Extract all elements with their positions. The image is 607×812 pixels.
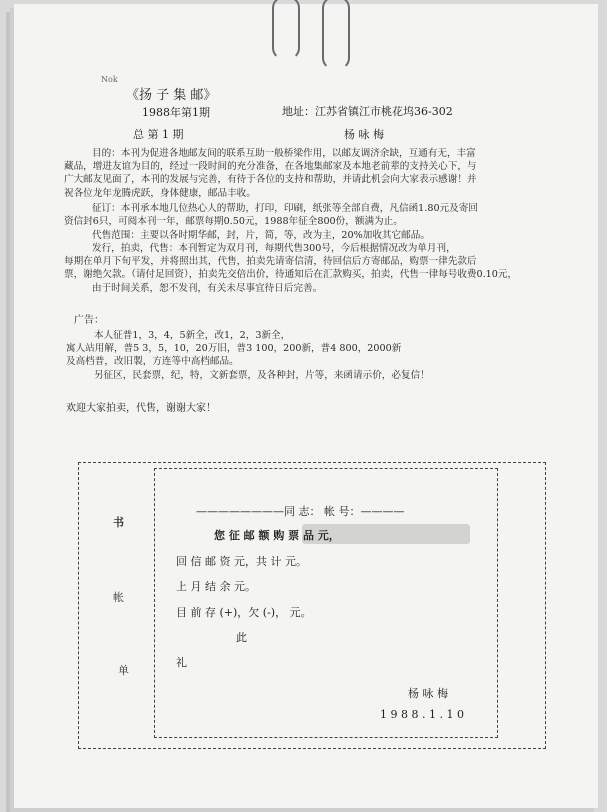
form-date: 1 9 8 8 . 1 . 1 0 <box>380 708 464 721</box>
ads-paragraph <box>66 329 562 382</box>
form-row-postage: 回 信 邮 资 元，共 计 元。 <box>176 555 307 568</box>
release-line: 票，谢绝欠款。（请付足回资），拍卖先交倍出价，待通知后在汇款购买，拍卖，代售一律每号收费0.10元， <box>64 269 518 281</box>
ads-line: 本人征普1，3，4，5新全，改1，2，3新全， <box>94 330 291 341</box>
closing-line: 欢迎大家拍卖，代售，谢谢大家！ <box>66 403 216 414</box>
form-label-dan: 单 <box>118 664 129 677</box>
agency-line: 代售范围：主要以各时期华邮，封，片，简，等，改为主，20%加收其它邮品。 <box>92 230 430 241</box>
release-line: 由于时间关系，恕不发刊，有关未尽事宜待日后完善。 <box>92 282 323 294</box>
purpose-line: 祝各位龙年龙腾虎跃，身体健康，邮品丰收。 <box>64 187 256 199</box>
form-row-current: 目 前 存 (+)，欠 (-)， 元。 <box>176 606 312 619</box>
ads-heading: 广告： <box>74 315 104 326</box>
ads-line: 另征区，民套票，纪，特，文新套票，及各种封，片等，来函请示价，必复信！ <box>94 369 430 381</box>
release-paragraph <box>64 242 560 295</box>
agency-paragraph <box>92 229 560 242</box>
total-issue: 总 第 1 期 <box>133 128 184 141</box>
corner-note: Nok <box>101 75 118 84</box>
release-line: 发行，拍卖，代售：本刊暂定为双月刊，每期代售300号，今后根据情况改为单月刊， <box>92 243 456 254</box>
issue-number: 1988年第1期 <box>142 106 210 119</box>
editor-name: 杨 咏 梅 <box>344 128 384 141</box>
form-row-last-month: 上 月 结 余 元。 <box>176 580 256 593</box>
form-line-name-account: ————————同 志： 帐 号：———— <box>196 505 405 518</box>
subscribe-line: 资信封6只，可阅本刊一年，邮票每期0.50元，1988年征全800份，额满为止。 <box>64 216 403 228</box>
purpose-paragraph <box>64 147 560 200</box>
release-line: 每期在单月下旬平发，并将照出其，代售，拍卖先请寄信清，待回信后方寄邮品，购票一律先款后 <box>64 256 477 268</box>
form-label-zhang: 帐 <box>113 591 124 604</box>
purpose-line: 目的：本刊为促进各地邮友间的联系互助一般桥梁作用，以邮友调济余缺，互通有无，丰富 <box>92 148 476 159</box>
subscribe-paragraph <box>64 202 560 228</box>
form-signer: 杨 咏 梅 <box>408 687 448 700</box>
form-top-char: 书 <box>113 516 124 529</box>
address: 地址：江苏省镇江市桃花坞36-302 <box>282 105 453 118</box>
subscribe-line: 征订：本刊承本地几位热心人的帮助，打印，印刷，纸张等全部自费，凡信函1.80元及寄回 <box>92 203 478 214</box>
purpose-line: 广大邮友见面了，本刊的发展与完善，有待于各位的支持和帮助，并请此机会向大家表示感谢！并 <box>64 174 477 186</box>
form-row-balance: 您 征 邮 额 购 票 品 元， <box>214 529 340 542</box>
ads-line: 寓人站用解，普5 3，5，10，20万旧，普3 100，200新，普4 800，2000新 <box>66 343 402 355</box>
form-row-li: 礼 <box>176 656 187 669</box>
purpose-line: 藏品，增进友谊为目的，经过一段时间的充分准备，在各地集邮家及本地老前辈的支持关心下，与 <box>64 161 477 173</box>
binder-ring-right <box>322 0 350 70</box>
form-row-ci: 此 <box>236 631 247 644</box>
newsletter-title: 《扬 子 集 邮》 <box>126 88 217 103</box>
binder-ring-left <box>272 0 300 60</box>
ads-line: 及高档普，改旧製，方连等中高档邮品。 <box>66 356 239 368</box>
